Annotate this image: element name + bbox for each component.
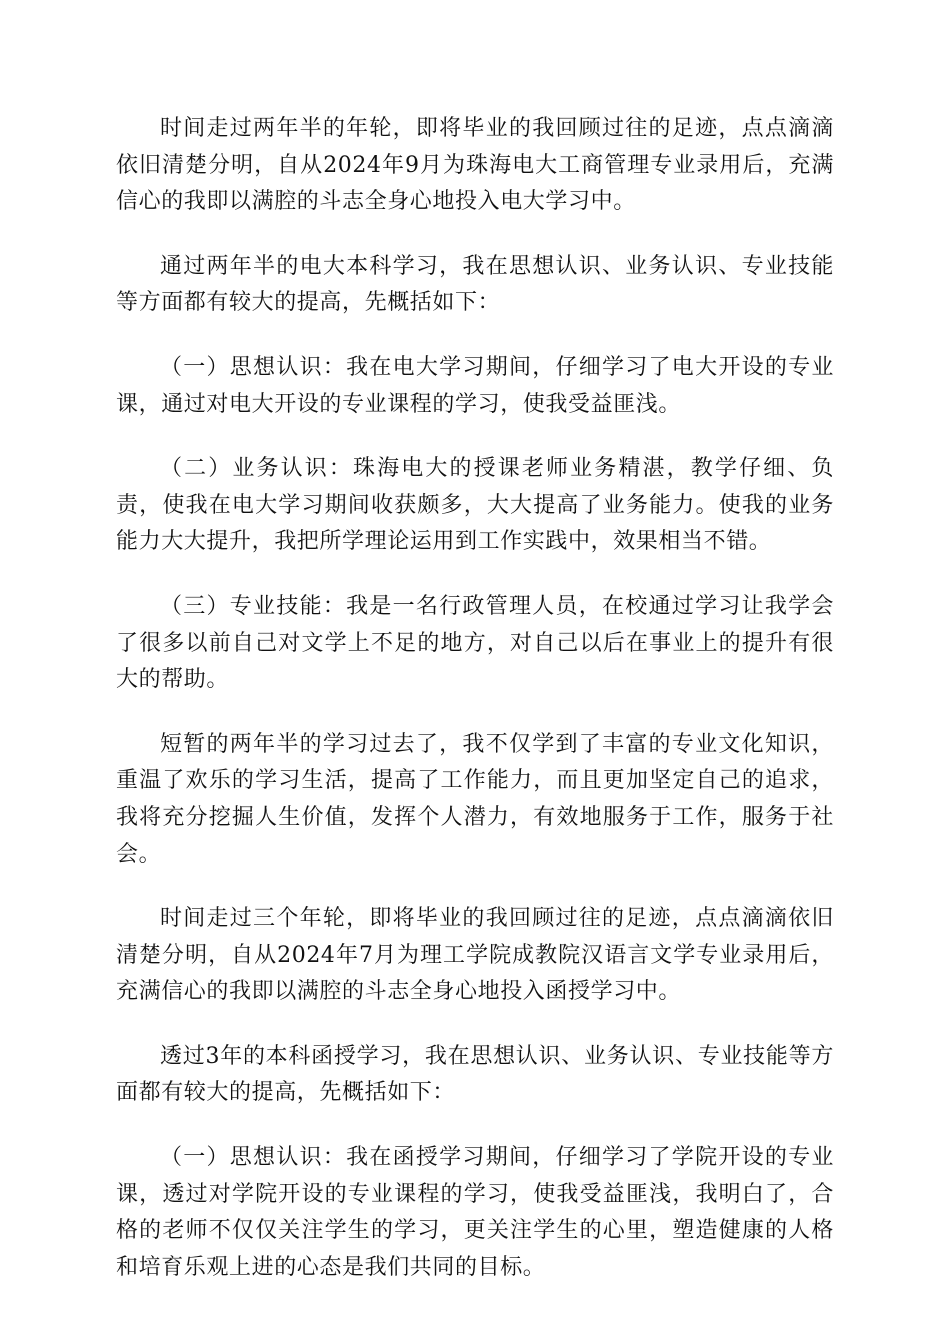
paragraph-thought-tvu: （一）思想认识：我在电大学习期间，仔细学习了电大开设的专业课，通过对电大开设的专业课程的学习，使我受益匪浅。: [116, 354, 834, 417]
paragraph-summary-correspondence: 透过3年的本科函授学习，我在思想认识、业务认识、专业技能等方面都有较大的提高，先概括如下：: [116, 1043, 834, 1106]
paragraph-skills-tvu: （三）专业技能：我是一名行政管理人员，在校通过学习让我学会了很多以前自己对文学上不足的地方，对自己以后在事业上的提升有很大的帮助。: [116, 593, 834, 693]
paragraph-intro-tvu: 时间走过两年半的年轮，即将毕业的我回顾过往的足迹，点点滴滴依旧清楚分明，自从2024年9月为珠海电大工商管理专业录用后，充满信心的我即以满腔的斗志全身心地投入电大学习中。: [116, 116, 834, 215]
paragraph-intro-correspondence: 时间走过三个年轮，即将毕业的我回顾过往的足迹，点点滴滴依旧清楚分明，自从2024年7月为理工学院成教院汉语言文学专业录用后，充满信心的我即以满腔的斗志全身心地投入函授学习中。: [116, 906, 834, 1005]
document-body: [116, 111, 834, 1314]
paragraph-thought-correspondence: （一）思想认识：我在函授学习期间，仔细学习了学院开设的专业课，透过对学院开设的专业课程的学习，使我受益匪浅，我明白了，合格的老师不仅仅关注学生的学习，更关注学生的心里，塑造健康的人格和培育乐观上进的心态是我们共同的目标。: [116, 1145, 834, 1280]
paragraph-summary-tvu: 通过两年半的电大本科学习，我在思想认识、业务认识、专业技能等方面都有较大的提高，先概括如下：: [116, 253, 834, 316]
paragraph-business-tvu: （二）业务认识：珠海电大的授课老师业务精湛，教学仔细、负责，使我在电大学习期间收获颇多，大大提高了业务能力。使我的业务能力大大提升，我把所学理论运用到工作实践中，效果相当不错。: [116, 456, 834, 555]
paragraph-conclusion-tvu: 短暂的两年半的学习过去了，我不仅学到了丰富的专业文化知识，重温了欢乐的学习生活，提高了工作能力，而且更加坚定自己的追求，我将充分挖掘人生价值，发挥个人潜力，有效地服务于工作，服务于社会。: [116, 731, 834, 867]
